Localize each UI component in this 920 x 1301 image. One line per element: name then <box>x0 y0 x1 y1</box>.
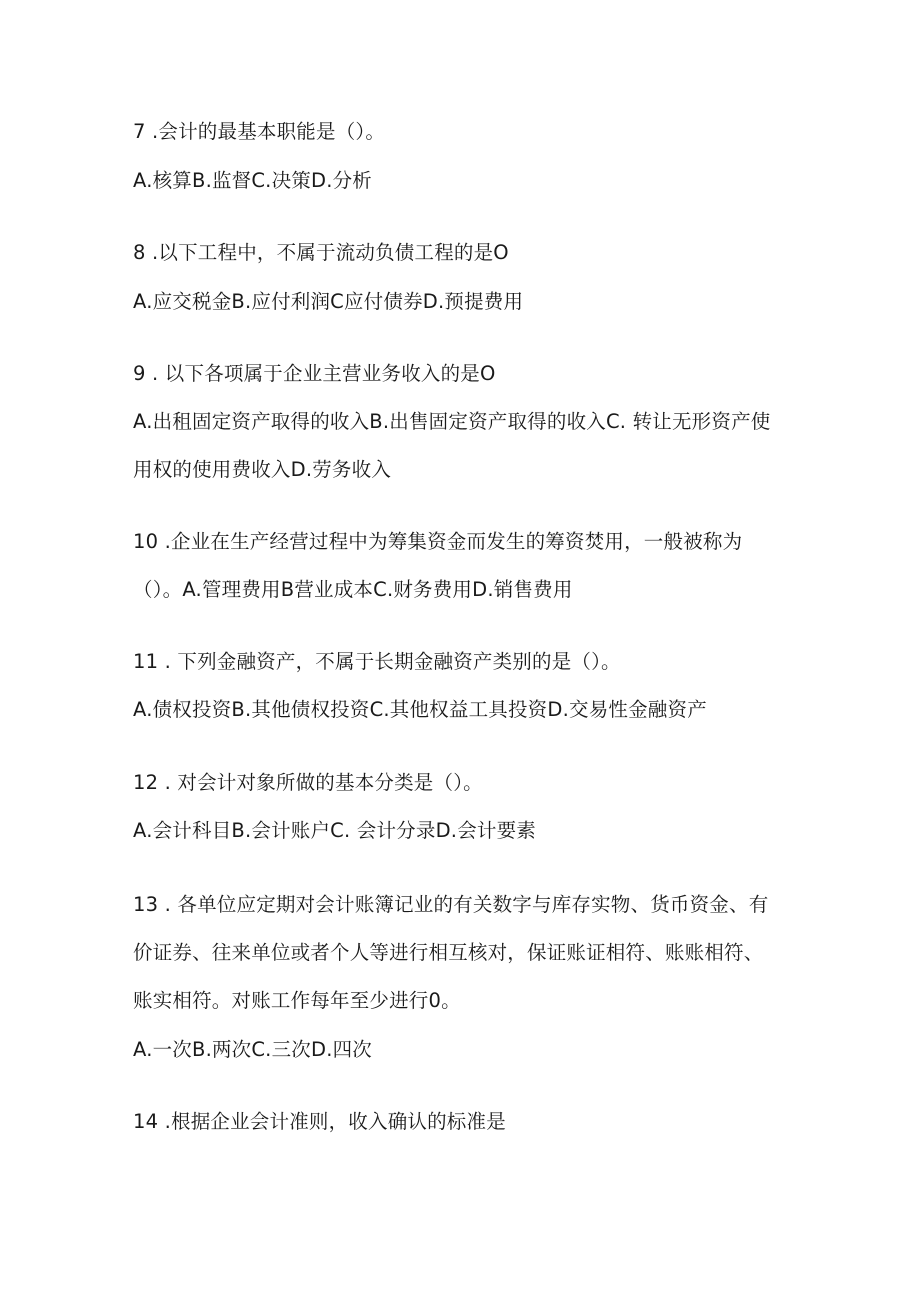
question-9-stem: 9 . 以下各项属于企业主营业务收入的是O <box>133 362 496 385</box>
question-11-options: A.债权投资B.其他债权投资C.其他权益工具投资D.交易性金融资产 <box>133 698 707 721</box>
question-10-stem-line-2: （）。A.管理费用B营业成本C.财务费用D.销售费用 <box>133 578 573 601</box>
question-7-stem: 7 .会计的最基本职能是（）。 <box>133 120 386 143</box>
question-12-options: A.会计科目B.会计账户C. 会计分录D.会计要素 <box>133 819 536 842</box>
question-13-options: A.一次B.两次C.三次D.四次 <box>133 1038 372 1061</box>
question-9-options-line-1: A.出租固定资产取得的收入B.出售固定资产取得的收入C. 转让无形资产使 <box>133 410 771 433</box>
question-10-stem-line-1: 10 .企业在生产经营过程中为筹集资金而发生的筹资焚用，一般被称为 <box>133 530 743 553</box>
question-13-stem-line-1: 13 . 各单位应定期对会计账簿记业的有关数字与库存实物、货币资金、有 <box>133 893 769 916</box>
question-13-stem-line-2: 价证券、往来单位或者个人等进行相互核对，保证账证相符、账账相符、 <box>133 941 764 964</box>
question-7-options: A.核算B.监督C.决策D.分析 <box>133 169 372 192</box>
question-9-options-line-2: 用权的使用费收入D.劳务收入 <box>133 458 392 481</box>
question-8-stem: 8 .以下工程中，不属于流动负债工程的是O <box>133 241 509 264</box>
question-11-stem: 11 . 下列金融资产，不属于长期金融资产类别的是（）。 <box>133 650 621 673</box>
question-13-stem-line-3: 账实相符。对账工作每年至少进行0。 <box>133 989 461 1012</box>
question-8-options: A.应交税金B.应付利润C应付债券D.预提费用 <box>133 290 524 313</box>
question-12-stem: 12 . 对会计对象所做的基本分类是（）。 <box>133 771 483 794</box>
question-14-stem: 14 .根据企业会计准则，收入确认的标准是 <box>133 1110 506 1133</box>
